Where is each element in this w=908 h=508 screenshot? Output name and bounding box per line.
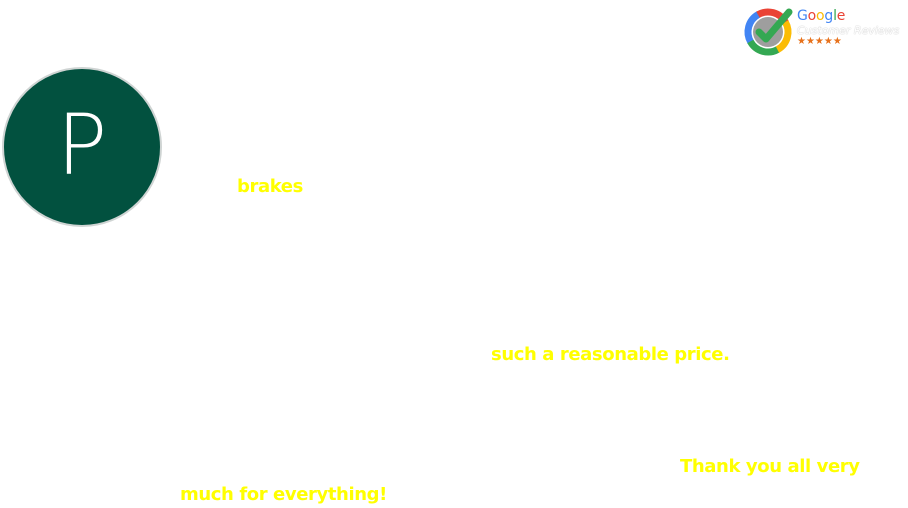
review-highlight-thanks: Thank you all very [680,456,860,477]
google-wordmark: Google [797,8,846,24]
avatar-initial: P [56,96,108,194]
google-check-icon [742,6,794,58]
reviewer-avatar [2,67,162,227]
badge-subtitle: Customer Reviews [797,24,900,37]
review-highlight-price: such a reasonable price. [491,344,730,365]
review-highlight-everything: much for everything! [180,484,387,505]
review-highlight-brakes: brakes [237,176,303,197]
badge-star-rating: ★★★★★ [797,36,842,47]
google-customer-reviews-badge[interactable] [742,6,904,58]
